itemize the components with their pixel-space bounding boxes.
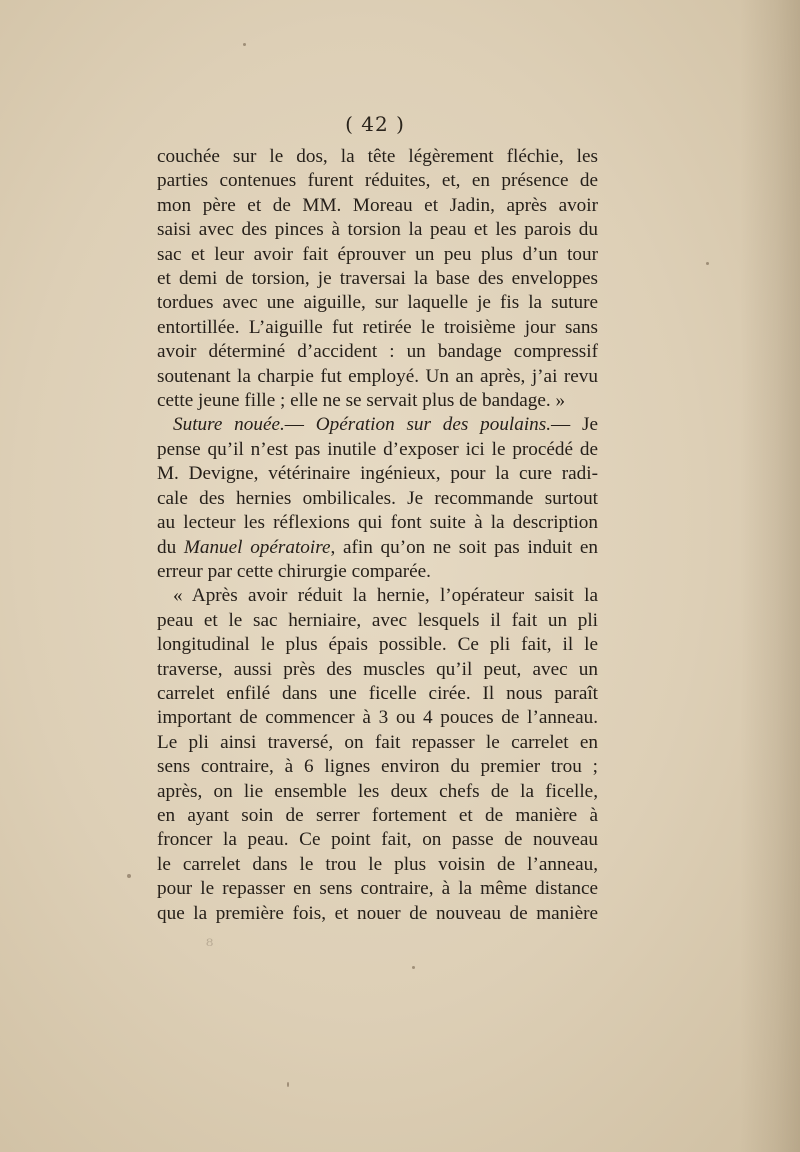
text-line: traverse, aussi près des muscles qu’il peut, avec un: [157, 658, 598, 680]
body-text: [157, 145, 598, 926]
line-head: du: [157, 536, 184, 558]
text-line: cette jeune fille ; elle ne se servait plus de bandage. »: [157, 390, 566, 412]
section-title-operation: Opération sur des poulains.: [315, 414, 552, 436]
bleed-through-mark: ⁸: [206, 936, 214, 957]
book-title-manuel: Manuel opératoire: [183, 536, 331, 558]
paper-speck: [243, 43, 246, 46]
paper-speck: [412, 966, 415, 969]
text-line: au lecteur les réflexions qui font suite à la description: [157, 512, 598, 534]
text-line: couchée sur le dos, la tête légèrement fléchie, les: [157, 146, 598, 167]
text-line: après, on lie ensemble les deux chefs de la ficelle,: [157, 780, 598, 802]
text-line: pour le repasser en sens contraire, à la même distance: [157, 878, 598, 900]
text-line: avoir déterminé d’accident : un bandage compressif: [157, 341, 598, 363]
text-line: erreur par cette chirurgie comparée.: [157, 560, 431, 582]
text-line: M. Devigne, vétérinaire ingénieux, pour la cure radi-: [157, 463, 598, 485]
text-line: important de commencer à 3 ou 4 pouces de l’anneau.: [157, 707, 598, 729]
em-dash: —: [284, 414, 316, 436]
text-line: soutenant la charpie fut employé. Un an après, j’ai revu: [157, 365, 598, 387]
section-heading-line: [157, 413, 598, 437]
page-edge-shadow: [740, 0, 800, 1152]
paper-speck: [287, 1082, 289, 1087]
text-line-with-title: [157, 536, 598, 560]
text-line: mon père et de MM. Moreau et Jadin, après avoir: [157, 194, 598, 216]
page-number: ( 42 ): [345, 112, 405, 136]
paper-speck: [706, 262, 709, 265]
text-line: tordues avec une aiguille, sur laquelle je fis la suture: [157, 292, 598, 314]
text-line: cale des hernies ombilicales. Je recommande surtout: [157, 487, 598, 509]
text-line: et demi de torsion, je traversai la base des enveloppes: [157, 268, 598, 290]
text-line: le carrelet dans le trou le plus voisin de l’anneau,: [157, 853, 598, 875]
line-tail: — Je: [551, 414, 599, 436]
text-line: longitudinal le plus épais possible. Ce pli fait, il le: [157, 634, 598, 656]
text-line: parties contenues furent réduites, et, en présence de: [157, 170, 598, 192]
text-line: Le pli ainsi traversé, on fait repasser le carrelet en: [157, 731, 598, 753]
text-line: froncer la peau. Ce point fait, on passe de nouveau: [157, 829, 598, 851]
text-line: carrelet enfilé dans une ficelle cirée. Il nous paraît: [157, 682, 598, 704]
text-line: en ayant soin de serrer fortement et de manière à: [157, 804, 598, 826]
text-line: entortillée. L’aiguille fut retirée le troisième jour sans: [157, 316, 598, 338]
text-line: sac et leur avoir fait éprouver un peu plus d’un tour: [157, 243, 598, 265]
text-line: peau et le sac herniaire, avec lesquels il fait un pli: [157, 609, 598, 631]
text-line: saisi avec des pinces à torsion la peau et les parois du: [157, 219, 598, 241]
line-tail: , afin qu’on ne soit pas induit en: [330, 536, 599, 558]
text-line: que la première fois, et nouer de nouveau de manière: [157, 902, 598, 924]
paper-speck: [127, 874, 131, 878]
text-line: « Après avoir réduit la hernie, l’opérateur saisit la: [173, 585, 598, 607]
text-line: pense qu’il n’est pas inutile d’exposer ici le procédé de: [157, 438, 598, 460]
section-title-suture: Suture nouée.: [173, 414, 285, 436]
text-line: sens contraire, à 6 lignes environ du premier trou ;: [157, 756, 598, 778]
